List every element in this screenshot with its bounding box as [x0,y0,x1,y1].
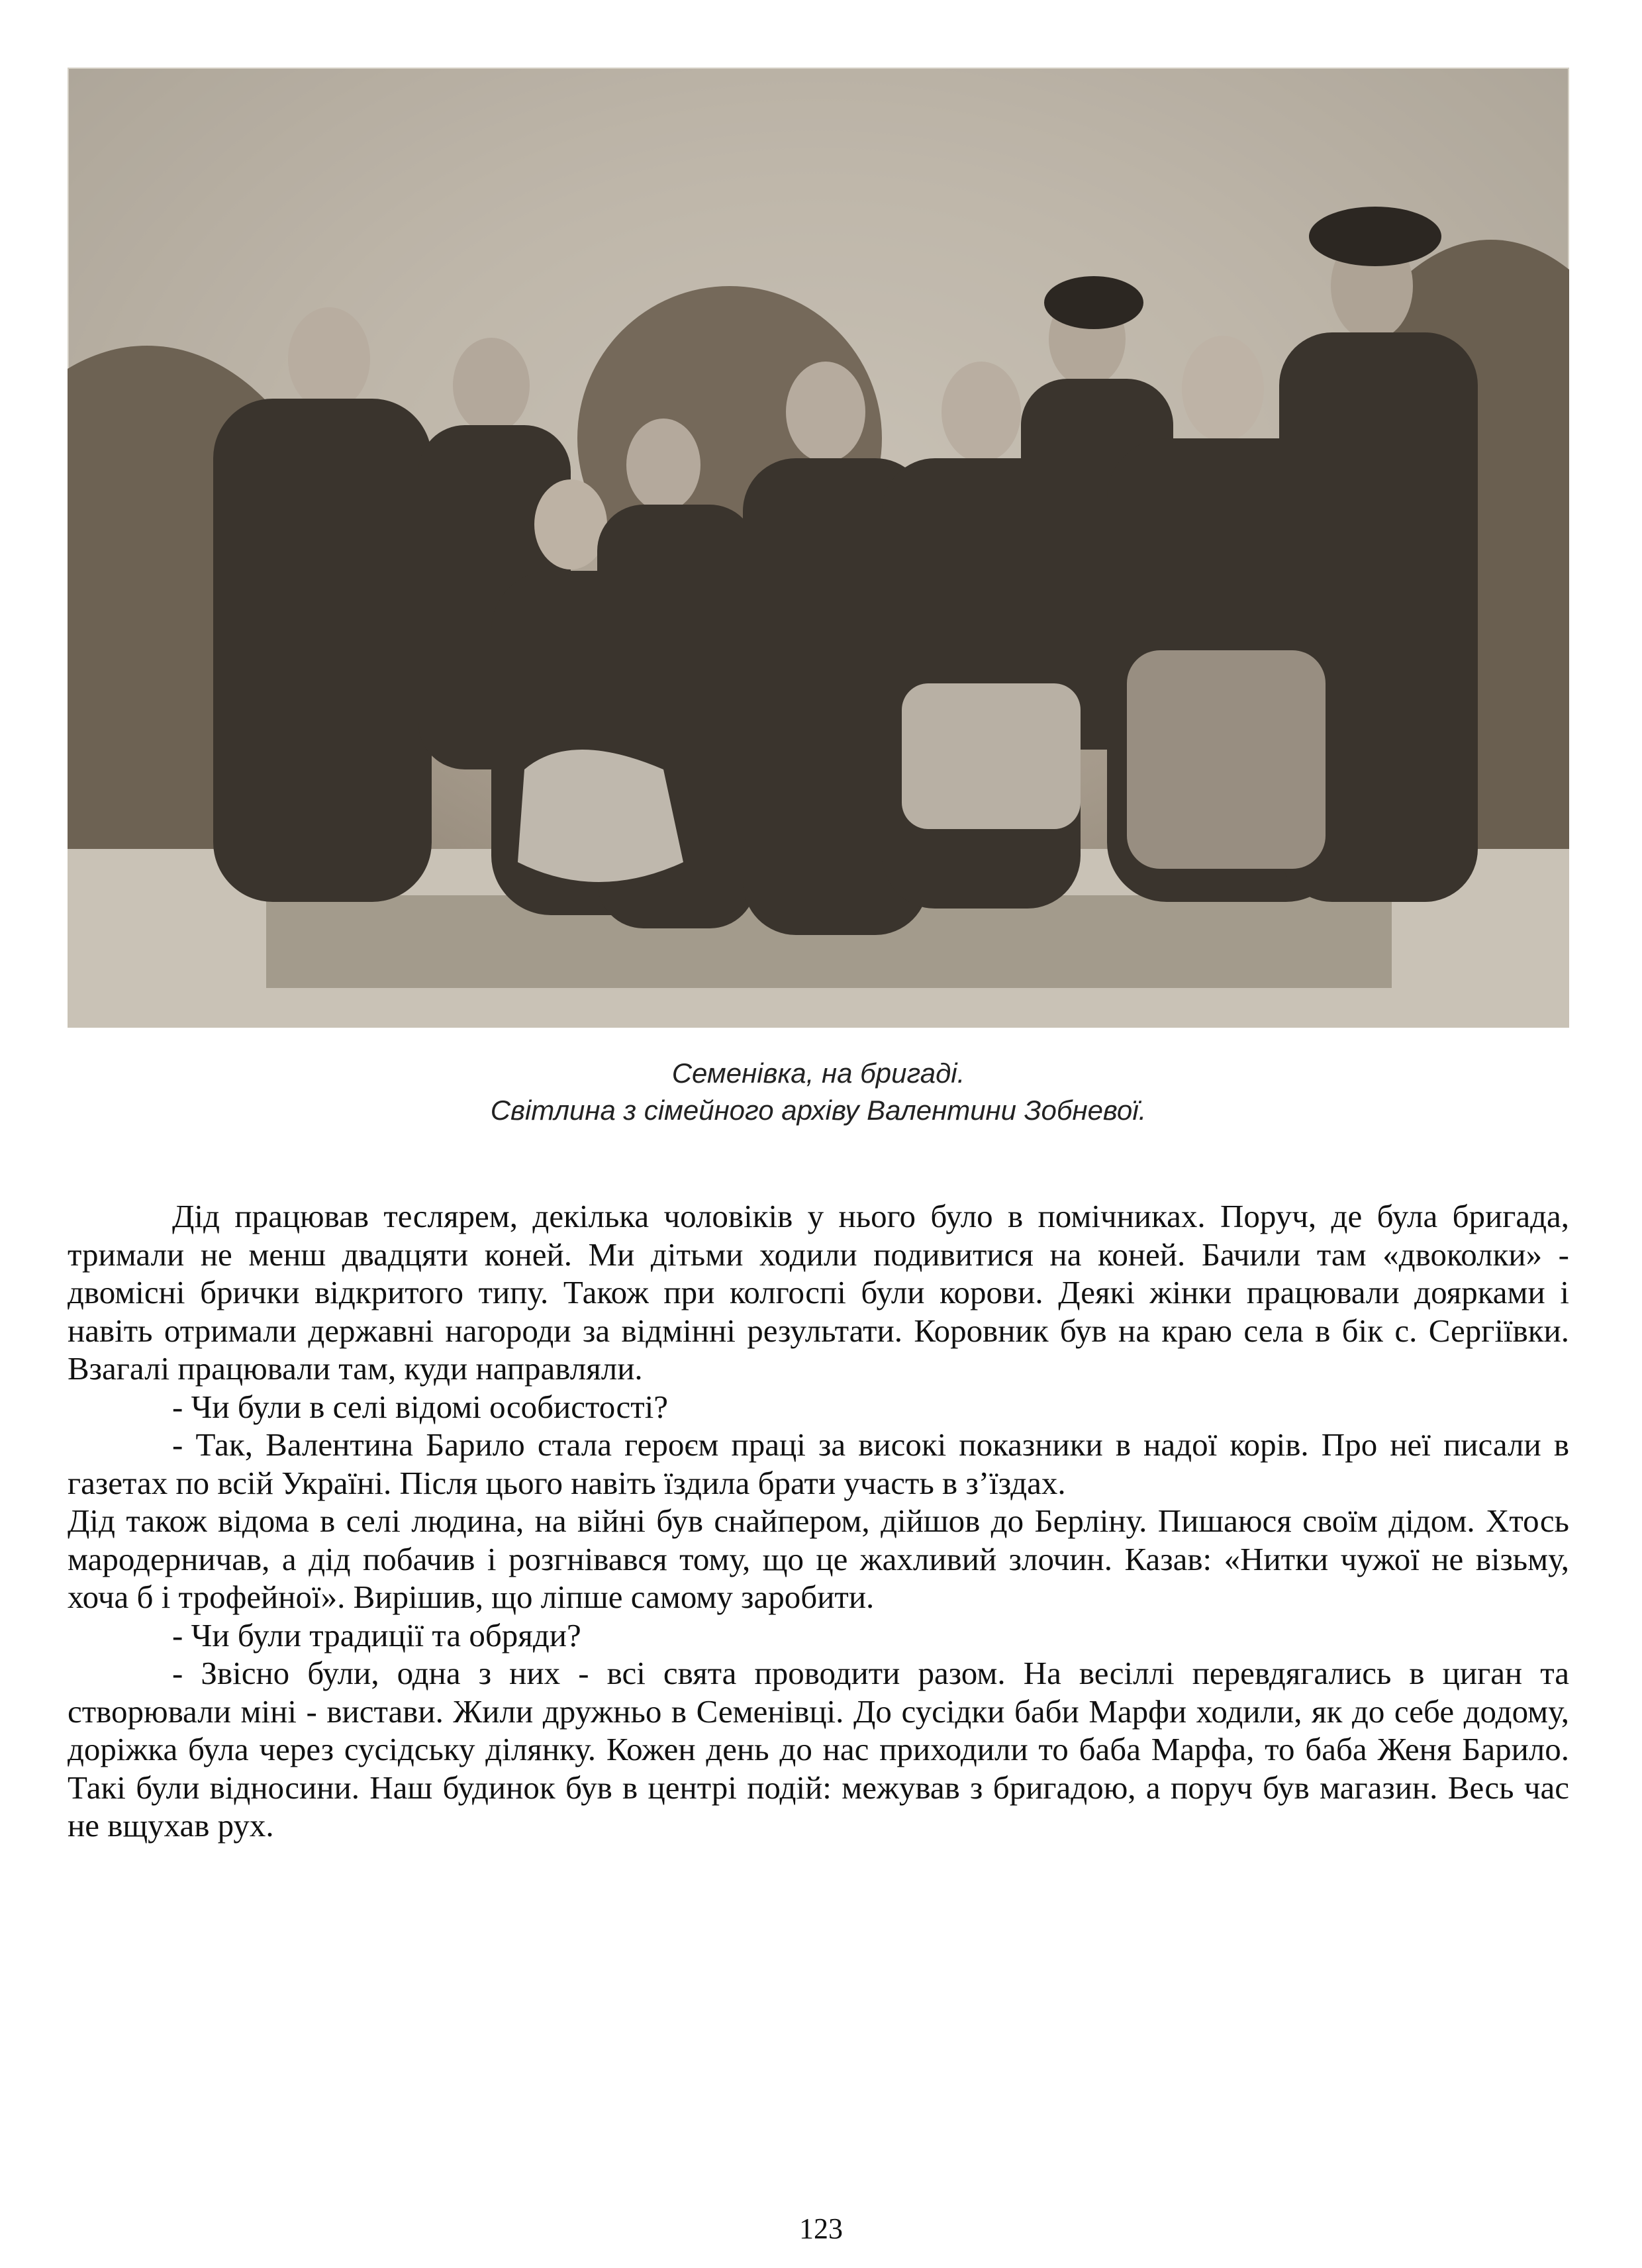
body-text [68,1197,1569,1845]
paragraph: - Так, Валентина Барило стала героєм праці за високі показники в надої корів. Про неї писали в газетах по всій Україні. Після цього навіть їздила брати участь в з’їздах. [68,1426,1569,1501]
paragraph: - Чи були традиції та обряди? [172,1616,581,1653]
paragraph: - Звісно були, одна з них - всі свята проводити разом. На весіллі перевдягались в циган та створювали міні - вистави. Жили дружньо в Семенівці. До сусідки баби Марфи ходили, як до себе додому, доріжка була через сусідську ділянку. Кожен день до нас приходили то баба Марфа, то баба Женя Барило. Такі були відносини. Наш будинок був в центрі подій: межував з бригадою, а поруч був магазин. Весь час не вщухав рух. [68,1655,1569,1844]
page-number: 123 [799,2212,843,2245]
archival-photo [68,68,1569,1028]
paragraph: - Чи були в селі відомі особистості? [172,1388,669,1425]
paragraph: Дід також відома в селі людина, на війні був снайпером, дійшов до Берліну. Пишаюся своїм дідом. Хтось мародерничав, а дід побачив і розгнівався тому, що це жахливий злочин. Казав: «Нитки чужої не візьму, хоча б і трофейної». Вирішив, що ліпше самому заробити. [68,1503,1569,1615]
photo-caption [68,1055,1569,1129]
caption-line-1: Семенівка, на бригаді. [671,1058,965,1089]
paragraph: Дід працював теслярем, декілька чоловіків у нього було в помічниках. Поруч, де була бригада, тримали не менш двадцяти коней. Ми дітьми ходили подивитися на коней. Бачили там «двоколки» - двомісні брички відкритого типу. Також при колгоспі були корови. Деякі жінки працювали доярками і навіть отримали державні нагороди за відмінні результати. Коровник був на краю села в бік с. Сергіївки. Взагалі працювали там, куди направляли. [68,1198,1569,1387]
group-photo-illustration [68,68,1569,1028]
caption-line-2: Світлина з сімейного архіву Валентини Зобневої. [490,1095,1147,1126]
